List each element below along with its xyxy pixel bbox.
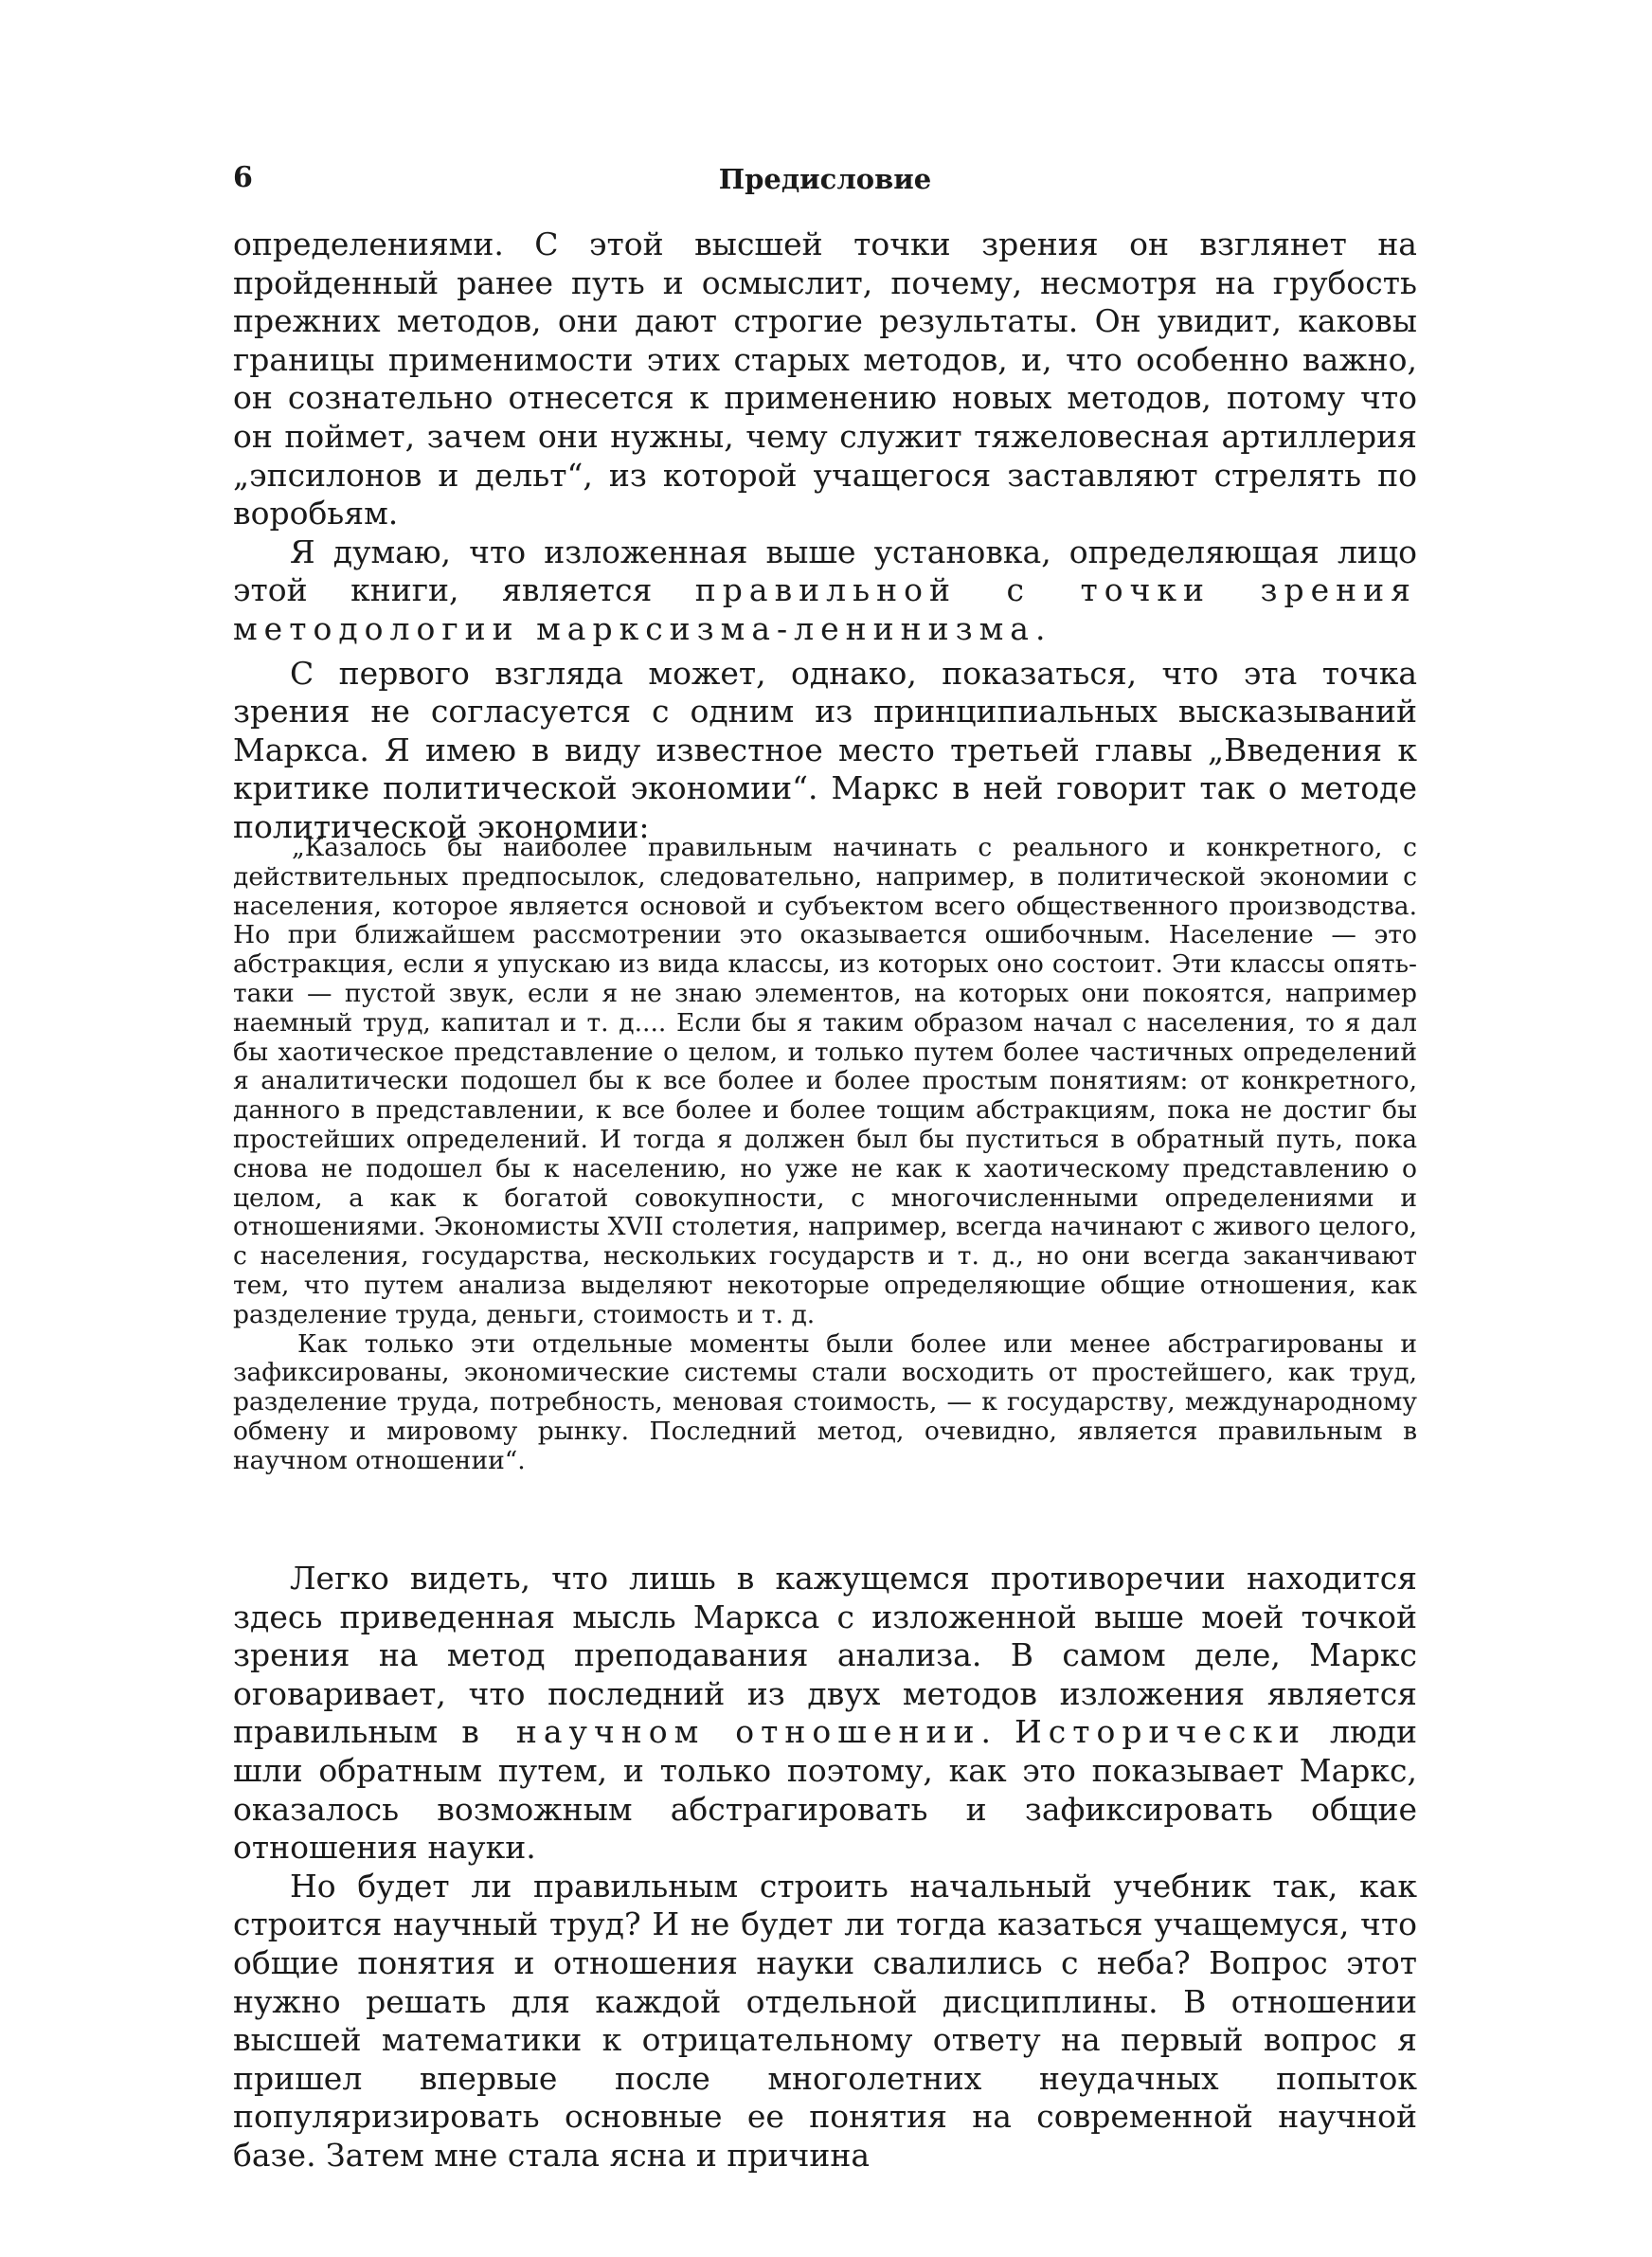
paragraph-contradiction-start: Легко видеть, что лишь в кажущемся противоречии находится здесь приведенная мысль Маркса с изложенной выше моей точкой зрения на метод преподавания анализа. В самом деле, Маркс оговаривает, что последний из двух методов изложения является правильным (233, 1560, 1417, 1751)
paragraph-marx-intro: С первого взгляда может, однако, показаться, что эта точка зрения не согласуется с одним из принципиальных высказываний Маркса. Я имею в виду известное место третьей главы „Введения к критике политической экономии“. Маркс в ней говорит так о методе политической экономии: (233, 654, 1417, 845)
quote-paragraph-1: „Казалось бы наиболее правильным начинать с реального и конкретного, с действительных предпосылок, следовательно, например, в политической экономии с населения, которое является основой и субъектом всего общественного производства. Но при ближайшем рассмотрении это оказывается ошибочным. Население — это абстракция, если я упускаю из вида классы, из которых оно состоит. Эти классы опять-таки — пустой звук, если я не знаю элементов, на которых они покоятся, например наемный труд, капитал и т. д.... Если бы я таким образом начал с населения, то я дал бы хаотическое представление о целом, и только путем более частичных определений я аналитически подошел бы к все более и более простым понятиям: от конкретного, данного в представлении, к все более и более тощим абстракциям, пока не достиг бы простейших определений. И тогда я должен был бы пуститься в обратный путь, пока снова не подошел бы к населению, но уже не как к хаотическому представлению о целом, а как к богатой совокупности, с многочисленными определениями и отношениями. Экономисты XVII столетия, например, всегда начинают с живого целого, с населения, государства, нескольких государств и т. д., но они всегда заканчивают тем, что путем анализа выделяют некоторые определяющие общие отношения, как разделение труда, деньги, стоимость и т. д. (233, 833, 1417, 1329)
main-text-upper (233, 226, 1417, 847)
spaced-emphasis-methodology: правильной с точки зрения методологии марксизма-ленинизма (233, 571, 1417, 647)
paragraph-contradiction (233, 1560, 1417, 1868)
paragraph-thesis-start: Я думаю, что изложенная выше установка, определяющая лицо этой книги, является (233, 533, 1417, 609)
marx-quotation (233, 834, 1417, 1476)
paragraph-thesis-end: . (1034, 609, 1046, 647)
paragraph-thesis (233, 533, 1417, 649)
paragraph-continuation: определениями. С этой высшей точки зрения он взглянет на пройденный ранее путь и осмыслит, почему, несмотря на грубость прежних методов, они дают строгие результаты. Он увидит, каковы границы применимости этих старых методов, и, что особенно важно, он сознательно отнесется к применению новых методов, потому что он поймет, зачем они нужны, чему служит тяжеловесная артиллерия „эпсилонов и дельт“, из которой учащегося заставляют стрелять по воробьям. (233, 226, 1417, 533)
paragraph-contradiction-rest: люди шли обратным путем, и только поэтому, как это показывает Маркс, оказалось возможным абстрагировать и зафиксировать общие отношения науки. (233, 1713, 1417, 1867)
paragraph-contradiction-end: . Исторически люди шли обратным путем, и только поэтому, как это показывает Маркс, оказалось возможным абстрагировать и зафиксировать общие отношения науки. (233, 1713, 1417, 1867)
paragraph-textbook-question: Но будет ли правильным строить начальный учебник так, как строится научный труд? И не будет ли тогда казаться учащемуся, что общие понятия и отношения науки свалились с неба? Вопрос этот нужно решать для каждой отдельной дисциплины. В отношении высшей математики к отрицательному ответу на первый вопрос я пришел впервые после многолетних неудачных попыток популяризировать основные ее понятия на современной научной базе. Затем мне стала ясна и причина (233, 1867, 1417, 2174)
running-title: Предисловие (718, 163, 932, 195)
main-text-lower (233, 1560, 1417, 2176)
page-header (233, 161, 1417, 203)
page-number: 6 (233, 161, 253, 194)
spaced-emphasis-scientific: в научном отношении (461, 1713, 981, 1751)
spaced-emphasis-historically: Исторически (1015, 1713, 1306, 1751)
quote-paragraph-2: Как только эти отдельные моменты были более или менее абстрагированы и зафиксированы, экономические системы стали восходить от простейшего, как труд, разделение труда, потребность, меновая стоимость, — к государству, международному обмену и мировому рынку. Последний метод, очевидно, является правильным в научном отношении“. (233, 1328, 1417, 1475)
